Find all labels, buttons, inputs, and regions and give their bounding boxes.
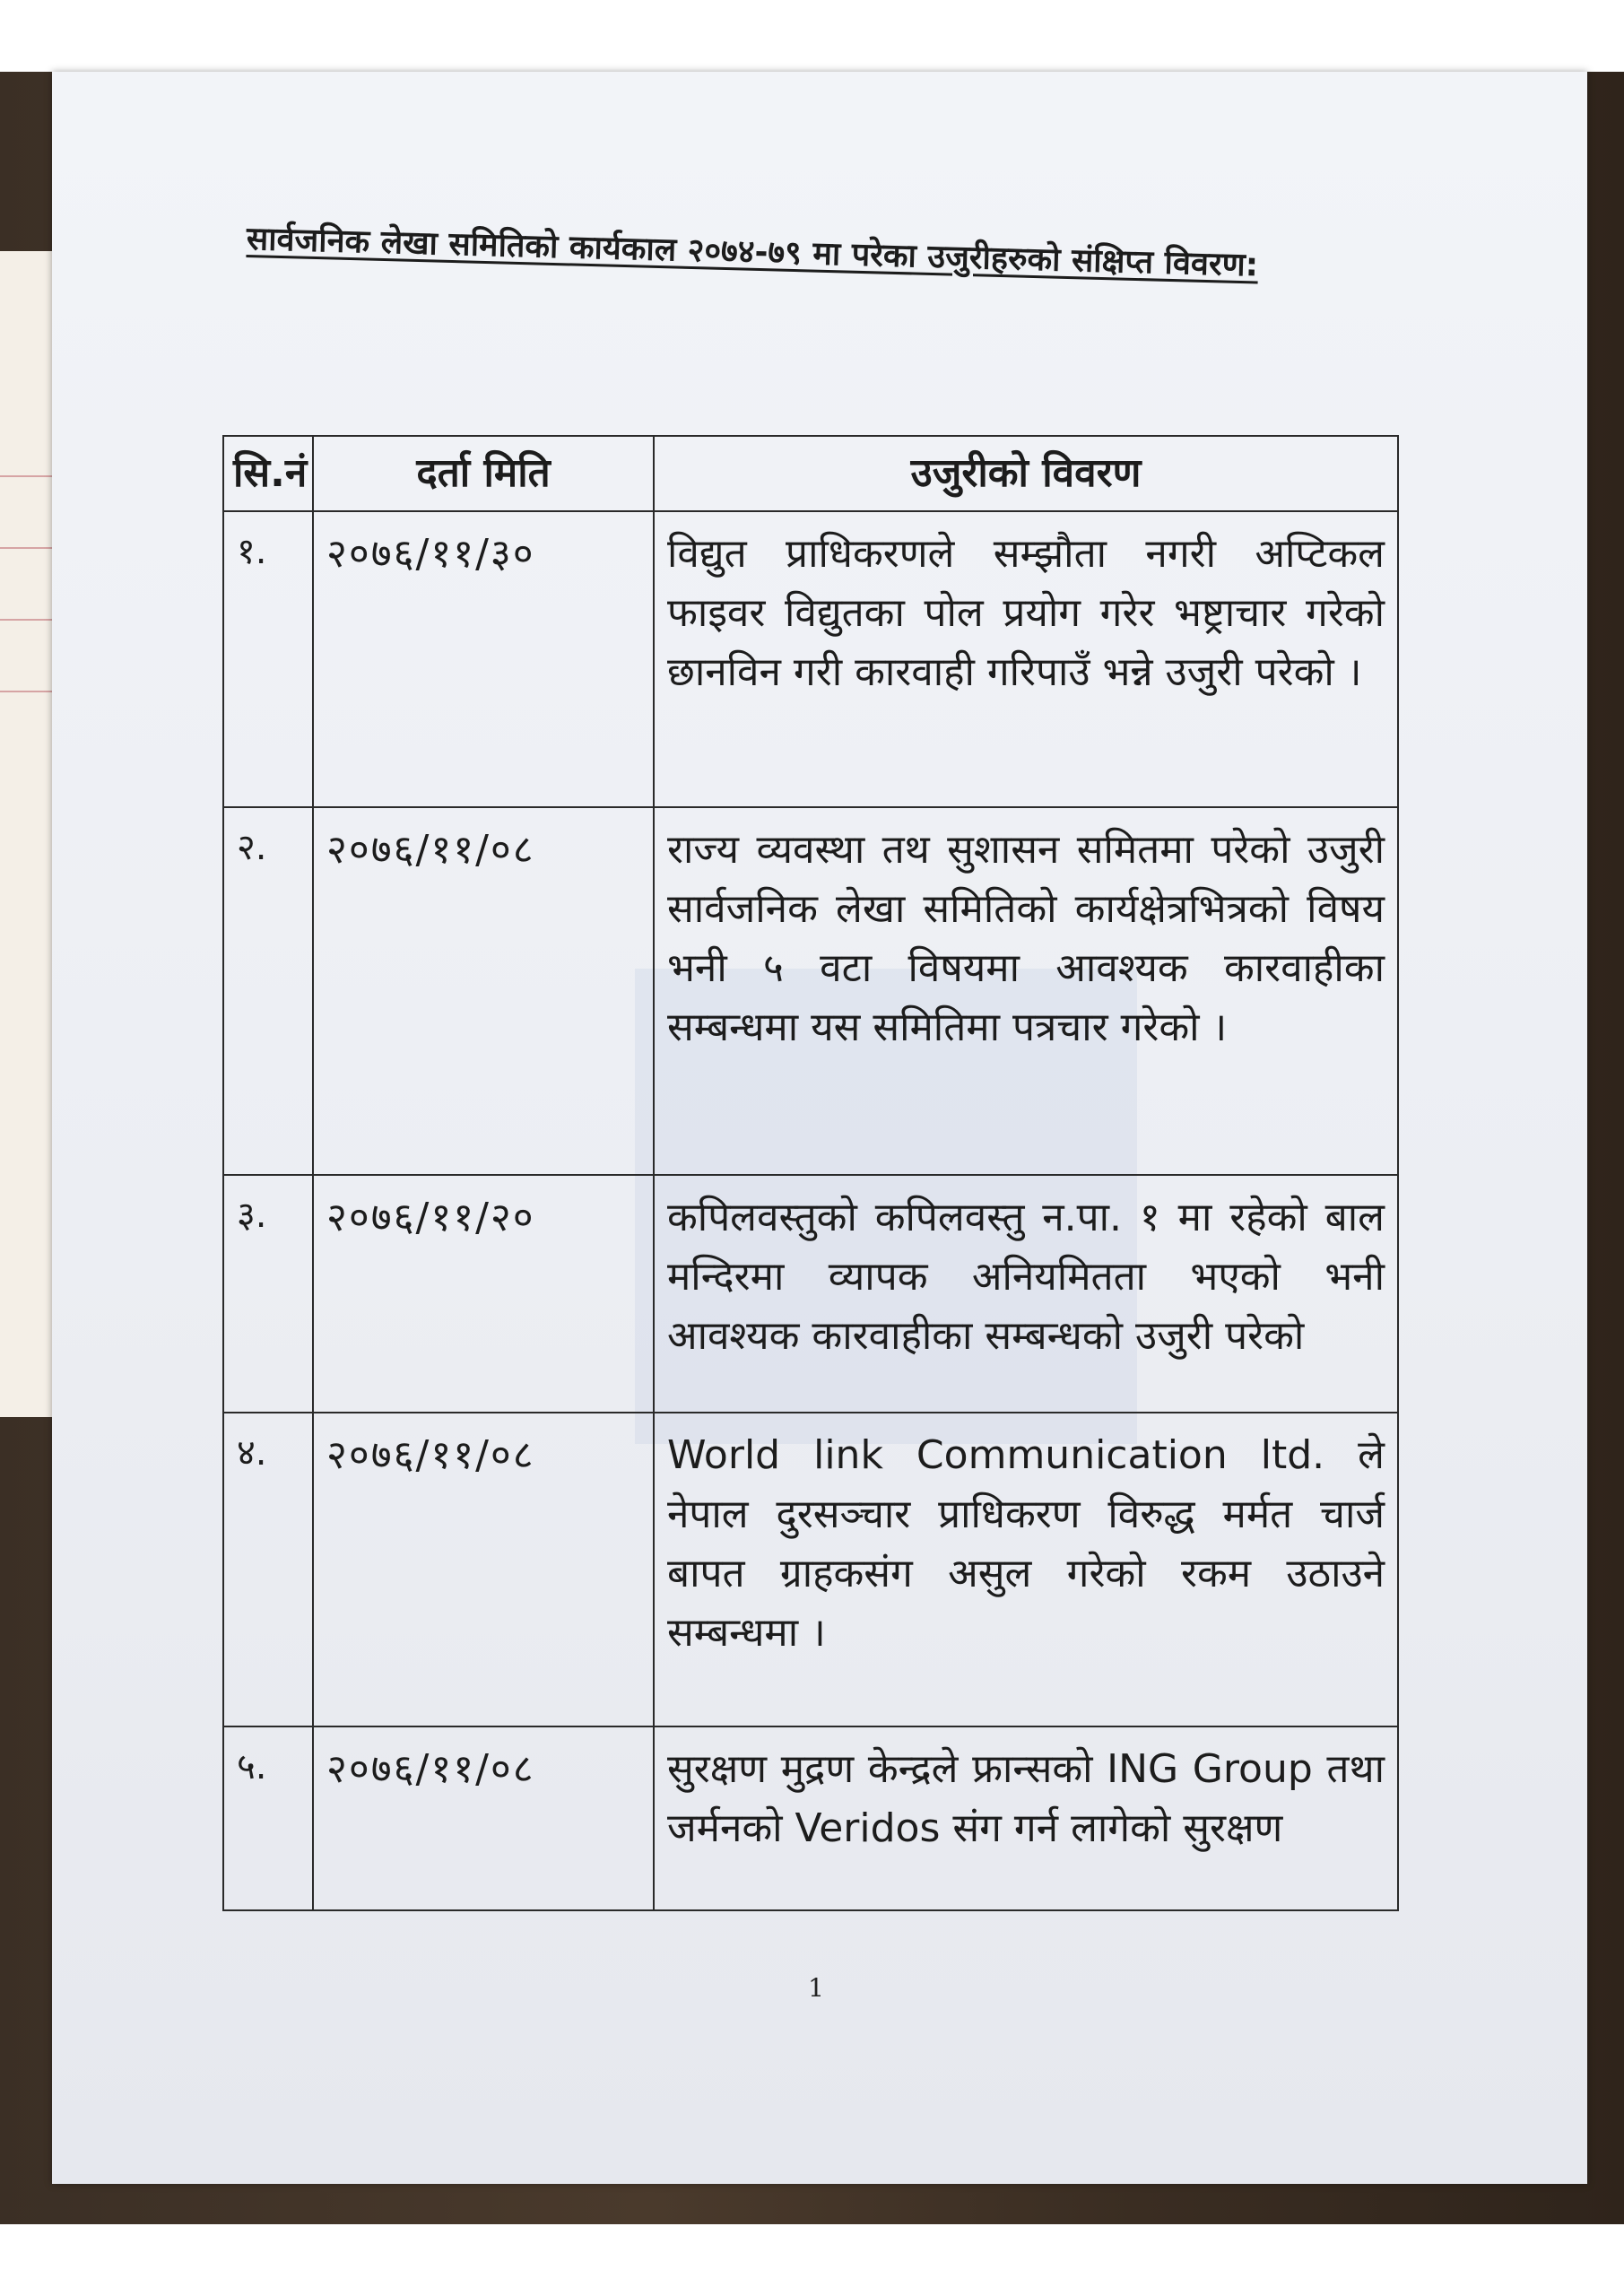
table-row <box>223 1175 1398 1413</box>
notebook-rule <box>0 619 54 621</box>
registration-date-cell: २०७६/११/२० <box>313 1175 654 1413</box>
complaint-description-cell: World link Communication ltd. ले नेपाल दुरसञ्चार प्राधिकरण विरुद्ध मर्मत चार्ज बापत ग्राहकसंग असुल गरेको रकम उठाउने सम्बन्धमा । <box>654 1413 1398 1726</box>
document-heading: सार्वजनिक लेखा समितिको कार्यकाल २०७४-७९ मा परेका उजुरीहरुको संक्षिप्त विवरण: <box>246 221 1259 284</box>
registration-date-cell: २०७६/११/०८ <box>313 1726 654 1910</box>
header-registration-date: दर्ता मिति <box>313 436 654 511</box>
adjacent-page-edge <box>0 251 54 1417</box>
serial-number-cell: ५. <box>223 1726 313 1910</box>
registration-date-cell: २०७६/११/३० <box>313 511 654 807</box>
table-row <box>223 1726 1398 1910</box>
table-row <box>223 1413 1398 1726</box>
complaint-description-cell: राज्य व्यवस्था तथ सुशासन समितमा परेको उजुरी सार्वजनिक लेखा समितिको कार्यक्षेत्रभित्रको विषय भनी ५ वटा विषयमा आवश्यक कारवाहीका सम्बन्धमा यस समितिमा पत्रचार गरेको । <box>654 807 1398 1175</box>
page-number: 1 <box>808 1973 824 2003</box>
header-serial-number: सि.नं <box>223 436 313 511</box>
complaints-table <box>222 435 1399 1911</box>
serial-number-cell: २. <box>223 807 313 1175</box>
notebook-rule <box>0 547 54 549</box>
registration-date-cell: २०७६/११/०८ <box>313 807 654 1175</box>
table-row <box>223 511 1398 807</box>
table-header-row <box>223 436 1398 511</box>
header-complaint-description: उजुरीको विवरण <box>654 436 1398 511</box>
complaint-description-cell: सुरक्षण मुद्रण केन्द्रले फ्रान्सको ING Group तथा जर्मनको Veridos संग गर्न लागेको सुरक्षण <box>654 1726 1398 1910</box>
serial-number-cell: १. <box>223 511 313 807</box>
complaint-description-cell: विद्युत प्राधिकरणले सम्झौता नगरी अप्टिकल फाइवर विद्युतका पोल प्रयोग गरेर भष्ट्राचार गरेको छानविन गरी कारवाही गरिपाउँ भन्ने उजुरी परेको । <box>654 511 1398 807</box>
serial-number-cell: ३. <box>223 1175 313 1413</box>
notebook-rule <box>0 475 54 477</box>
notebook-rule <box>0 691 54 692</box>
complaint-description-cell: कपिलवस्तुको कपिलवस्तु न.पा. १ मा रहेको बाल मन्दिरमा व्यापक अनियमितता भएको भनी आवश्यक कारवाहीका सम्बन्धको उजुरी परेको <box>654 1175 1398 1413</box>
table-row <box>223 807 1398 1175</box>
serial-number-cell: ४. <box>223 1413 313 1726</box>
registration-date-cell: २०७६/११/०८ <box>313 1413 654 1726</box>
